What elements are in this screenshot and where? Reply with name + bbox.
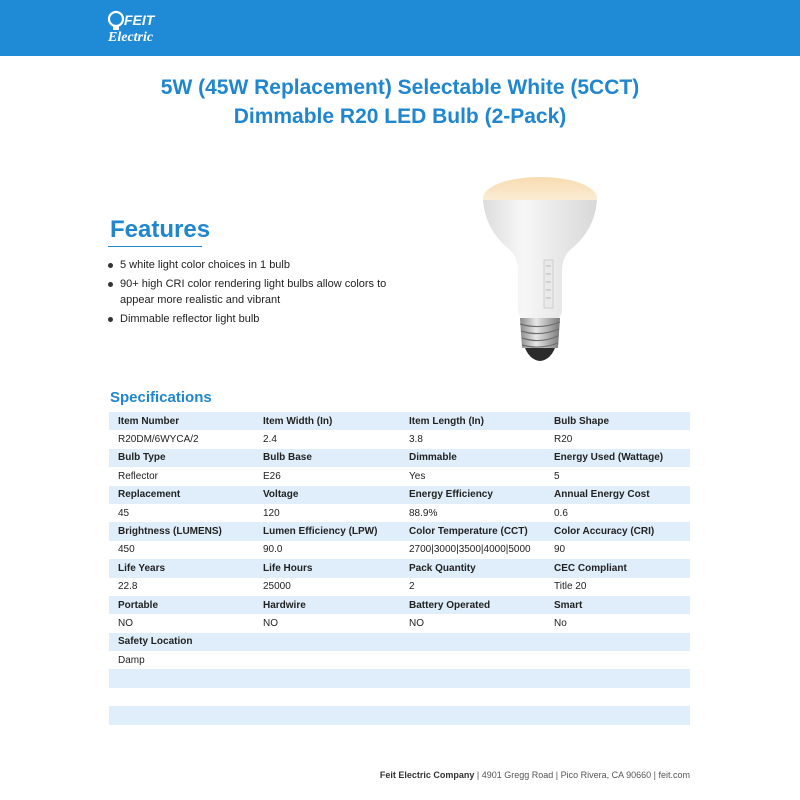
bullet-icon <box>108 263 113 268</box>
bullet-icon <box>108 282 113 287</box>
spec-label: Smart <box>545 596 690 614</box>
led-bulb-image <box>470 170 610 370</box>
spec-value: 2.4 <box>254 430 400 448</box>
spec-label <box>545 633 690 651</box>
spec-label: Portable <box>109 596 254 614</box>
spec-label <box>254 633 400 651</box>
spec-value: NO <box>400 614 545 632</box>
spec-value: NO <box>109 614 254 632</box>
spec-value-row <box>109 578 690 596</box>
spec-label: Item Length (In) <box>400 412 545 430</box>
spec-label-row <box>109 412 690 430</box>
spec-label: Bulb Base <box>254 449 400 467</box>
specifications-heading: Specifications <box>110 389 212 406</box>
spec-value: Reflector <box>109 467 254 485</box>
spec-empty-cell <box>400 688 545 706</box>
logo-text-bottom: Electric <box>108 30 154 45</box>
spec-value: 90.0 <box>254 541 400 559</box>
spec-label-row <box>109 522 690 540</box>
spec-value <box>400 651 545 669</box>
spec-label: Pack Quantity <box>400 559 545 577</box>
spec-value: 25000 <box>254 578 400 596</box>
spec-value: NO <box>254 614 400 632</box>
spec-value: 90 <box>545 541 690 559</box>
spec-label: CEC Compliant <box>545 559 690 577</box>
spec-value: E26 <box>254 467 400 485</box>
spec-empty-row <box>109 706 690 724</box>
spec-label: Item Width (In) <box>254 412 400 430</box>
spec-empty-cell <box>254 706 400 724</box>
spec-label: Energy Used (Wattage) <box>545 449 690 467</box>
spec-value: 45 <box>109 504 254 522</box>
spec-label: Color Temperature (CCT) <box>400 522 545 540</box>
footer-address: | 4901 Gregg Road | Pico Rivera, CA 90660 | feit.com <box>474 770 690 780</box>
spec-value-row <box>109 430 690 448</box>
spec-value-row <box>109 467 690 485</box>
spec-value: 5 <box>545 467 690 485</box>
product-title-line-2: Dimmable R20 LED Bulb (2-Pack) <box>233 105 567 128</box>
spec-label: Hardwire <box>254 596 400 614</box>
footer-company: Feit Electric Company <box>379 770 475 780</box>
feit-electric-logo <box>106 8 186 48</box>
logo-text-top: FEIT <box>124 12 155 28</box>
spec-label: Brightness (LUMENS) <box>109 522 254 540</box>
spec-empty-cell <box>254 688 400 706</box>
spec-value: 88.9% <box>400 504 545 522</box>
spec-label: Color Accuracy (CRI) <box>545 522 690 540</box>
spec-empty-cell <box>254 669 400 687</box>
spec-label-row <box>109 449 690 467</box>
bullet-icon <box>108 317 113 322</box>
spec-label: Battery Operated <box>400 596 545 614</box>
spec-label: Bulb Type <box>109 449 254 467</box>
spec-label: Item Number <box>109 412 254 430</box>
footer <box>380 770 690 780</box>
spec-label: Voltage <box>254 486 400 504</box>
spec-empty-cell <box>109 706 254 724</box>
product-title <box>0 73 800 131</box>
spec-value: 450 <box>109 541 254 559</box>
features-list <box>107 257 407 330</box>
spec-empty-row <box>109 669 690 687</box>
spec-empty-cell <box>109 688 254 706</box>
spec-value-row <box>109 614 690 632</box>
spec-empty-cell <box>545 688 690 706</box>
spec-label: Life Years <box>109 559 254 577</box>
spec-label-row <box>109 559 690 577</box>
feature-item: 90+ high CRI color rendering light bulbs allow colors to appear more realistic and vibrant <box>107 276 407 308</box>
spec-empty-cell <box>400 706 545 724</box>
spec-value: 2 <box>400 578 545 596</box>
features-heading: Features <box>110 216 211 243</box>
spec-value: Title 20 <box>545 578 690 596</box>
spec-label: Bulb Shape <box>545 412 690 430</box>
spec-value-row <box>109 504 690 522</box>
spec-label: Life Hours <box>254 559 400 577</box>
spec-empty-cell <box>400 669 545 687</box>
spec-value: 3.8 <box>400 430 545 448</box>
spec-empty-cell <box>109 669 254 687</box>
spec-value: 0.6 <box>545 504 690 522</box>
spec-label-row <box>109 486 690 504</box>
product-title-line-1: 5W (45W Replacement) Selectable White (5CCT) <box>160 76 640 99</box>
spec-label <box>400 633 545 651</box>
spec-label-row <box>109 596 690 614</box>
spec-value: 120 <box>254 504 400 522</box>
feature-item: Dimmable reflector light bulb <box>107 311 407 327</box>
spec-label: Energy Efficiency <box>400 486 545 504</box>
spec-value-row <box>109 651 690 669</box>
spec-empty-cell <box>545 669 690 687</box>
spec-value: No <box>545 614 690 632</box>
spec-empty-row <box>109 688 690 706</box>
spec-value: 2700|3000|3500|4000|5000 <box>400 541 545 559</box>
specifications-table <box>109 412 690 725</box>
spec-value-row <box>109 541 690 559</box>
spec-value: R20DM/6WYCA/2 <box>109 430 254 448</box>
spec-label: Annual Energy Cost <box>545 486 690 504</box>
spec-label: Replacement <box>109 486 254 504</box>
spec-value: R20 <box>545 430 690 448</box>
spec-label: Dimmable <box>400 449 545 467</box>
spec-label: Safety Location <box>109 633 254 651</box>
spec-value: Damp <box>109 651 254 669</box>
header-band <box>0 0 800 56</box>
spec-value: 22.8 <box>109 578 254 596</box>
features-underline <box>108 246 202 247</box>
spec-value <box>254 651 400 669</box>
spec-value <box>545 651 690 669</box>
spec-empty-cell <box>545 706 690 724</box>
spec-label: Lumen Efficiency (LPW) <box>254 522 400 540</box>
spec-label-row <box>109 633 690 651</box>
feature-item: 5 white light color choices in 1 bulb <box>107 257 407 273</box>
spec-value: Yes <box>400 467 545 485</box>
